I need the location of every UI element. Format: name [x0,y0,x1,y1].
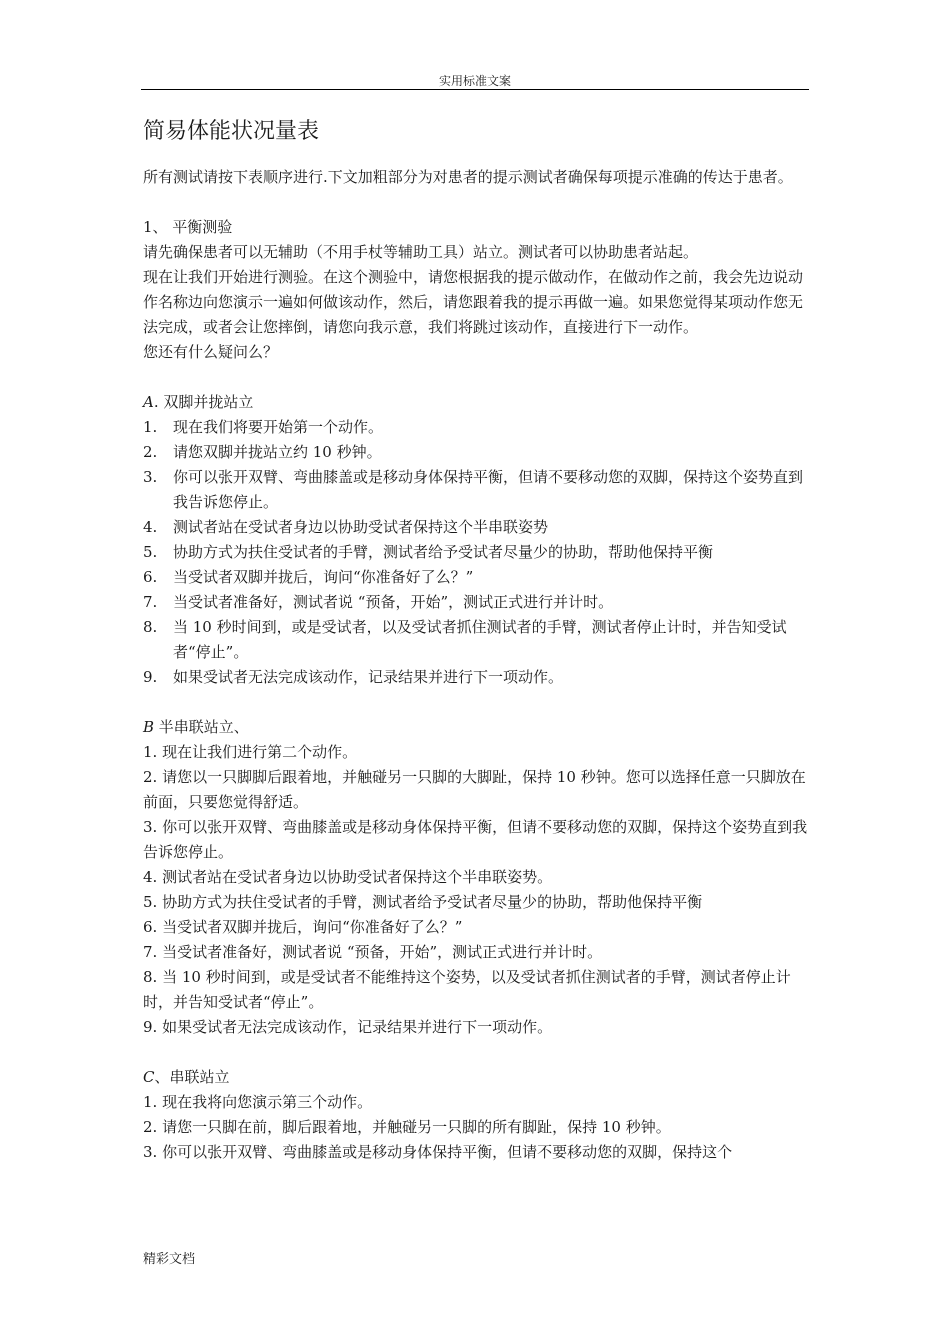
list-item: 3. 你可以张开双臂、弯曲膝盖或是移动身体保持平衡，但请不要移动您的双脚，保持这个 [143,1143,733,1161]
list-item-number: 8. [143,618,158,636]
list-item-number: 3. [143,468,158,486]
list-item-text: 你可以张开双臂、弯曲膝盖或是移动身体保持平衡，但请不要移动您的双脚，保持这个姿势直到我告诉您停止。 [173,468,804,511]
list-item-text: 如果受试者无法完成该动作，记录结果并进行下一项动作。 [173,668,564,686]
intro-paragraph: 所有测试请按下表顺序进行.下文加粗部分为对患者的提示测试者确保每项提示准确的传达于患者。 [143,168,793,186]
list-item [143,465,811,515]
document-title: 简易体能状况量表 [143,119,320,144]
list-item [143,665,811,690]
balance-line-1: 请先确保患者可以无辅助（不用手杖等辅助工具）站立。测试者可以协助患者站起。 [143,243,699,261]
list-item: 2. 请您以一只脚脚后跟着地，并触碰另一只脚的大脚趾，保持 10 秒钟。您可以选择任意一只脚放在前面，只要您觉得舒适。 [143,768,806,811]
list-item-text: 当受试者双脚并拢后，询问“你准备好了么？” [173,568,474,586]
list-item: 6. 当受试者双脚并拢后，询问“你准备好了么？” [143,918,463,936]
list-item-text: 现在我们将要开始第一个动作。 [173,418,384,436]
section-c-heading [143,1065,811,1090]
list-item [143,590,811,615]
header-rule [141,89,809,90]
list-item-number: 6. [143,568,158,586]
list-item: 9. 如果受试者无法完成该动作，记录结果并进行下一项动作。 [143,1018,553,1036]
section-b-heading [143,715,811,740]
balance-line-3: 您还有什么疑问么？ [143,343,279,361]
balance-heading: 1、 平衡测验 [143,218,233,236]
list-item: 3. 你可以张开双臂、弯曲膝盖或是移动身体保持平衡，但请不要移动您的双脚，保持这个姿势直到我告诉您停止。 [143,818,808,861]
list-item [143,440,811,465]
section-b-letter: B [143,718,155,736]
section-a-title: . 双脚并拢站立 [153,393,254,411]
list-item [143,415,811,440]
balance-line-2: 现在让我们开始进行测验。在这个测验中，请您根据我的提示做动作，在做动作之前，我会先边说动作名称边向您演示一遍如何做该动作，然后，请您跟着我的提示再做一遍。如果您觉得某项动作您无法完成，或者会让您摔倒，请您向我示意，我们将跳过该动作，直接进行下一动作。 [143,268,804,336]
section-b-title: 半串联站立、 [154,718,249,736]
list-item: 1. 现在让我们进行第二个动作。 [143,743,358,761]
list-item-number: 9. [143,668,158,686]
page-header: 实用标准文案 [438,74,511,88]
list-item-text: 当受试者准备好，测试者说 “预备，开始”，测试正式进行并计时。 [173,593,614,611]
list-item [143,565,811,590]
list-item-text: 当 10 秒时间到，或是受试者，以及受试者抓住测试者的手臂，测试者停止计时，并告知受试者“停止”。 [173,618,787,661]
list-item [143,540,811,565]
list-item-text: 协助方式为扶住受试者的手臂，测试者给予受试者尽量少的协助，帮助他保持平衡 [173,543,714,561]
list-item: 4. 测试者站在受试者身边以协助受试者保持这个半串联姿势。 [143,868,553,886]
list-item: 2. 请您一只脚在前，脚后跟着地，并触碰另一只脚的所有脚趾，保持 10 秒钟。 [143,1118,671,1136]
section-c-letter: C [143,1068,155,1086]
list-item [143,615,811,665]
list-item-number: 1. [143,418,158,436]
list-item-number: 4. [143,518,158,536]
section-a-heading [143,390,811,415]
document-body [143,116,811,1165]
list-item-text: 测试者站在受试者身边以协助受试者保持这个半串联姿势 [173,518,549,536]
section-c-title: 、串联站立 [154,1068,230,1086]
list-item-text: 请您双脚并拢站立约 10 秒钟。 [173,443,382,461]
list-item: 1. 现在我将向您演示第三个动作。 [143,1093,373,1111]
list-item: 5. 协助方式为扶住受试者的手臂，测试者给予受试者尽量少的协助，帮助他保持平衡 [143,893,703,911]
list-item: 7. 当受试者准备好，测试者说 “预备，开始”，测试正式进行并计时。 [143,943,603,961]
section-a-letter: A [143,393,154,411]
list-item-number: 5. [143,543,158,561]
page-footer: 精彩文档 [143,1252,196,1267]
list-item: 8. 当 10 秒时间到，或是受试者不能维持这个姿势，以及受试者抓住测试者的手臂，测试者停止计时，并告知受试者“停止”。 [143,968,791,1011]
list-item-number: 7. [143,593,158,611]
list-item-number: 2. [143,443,158,461]
list-item [143,515,811,540]
